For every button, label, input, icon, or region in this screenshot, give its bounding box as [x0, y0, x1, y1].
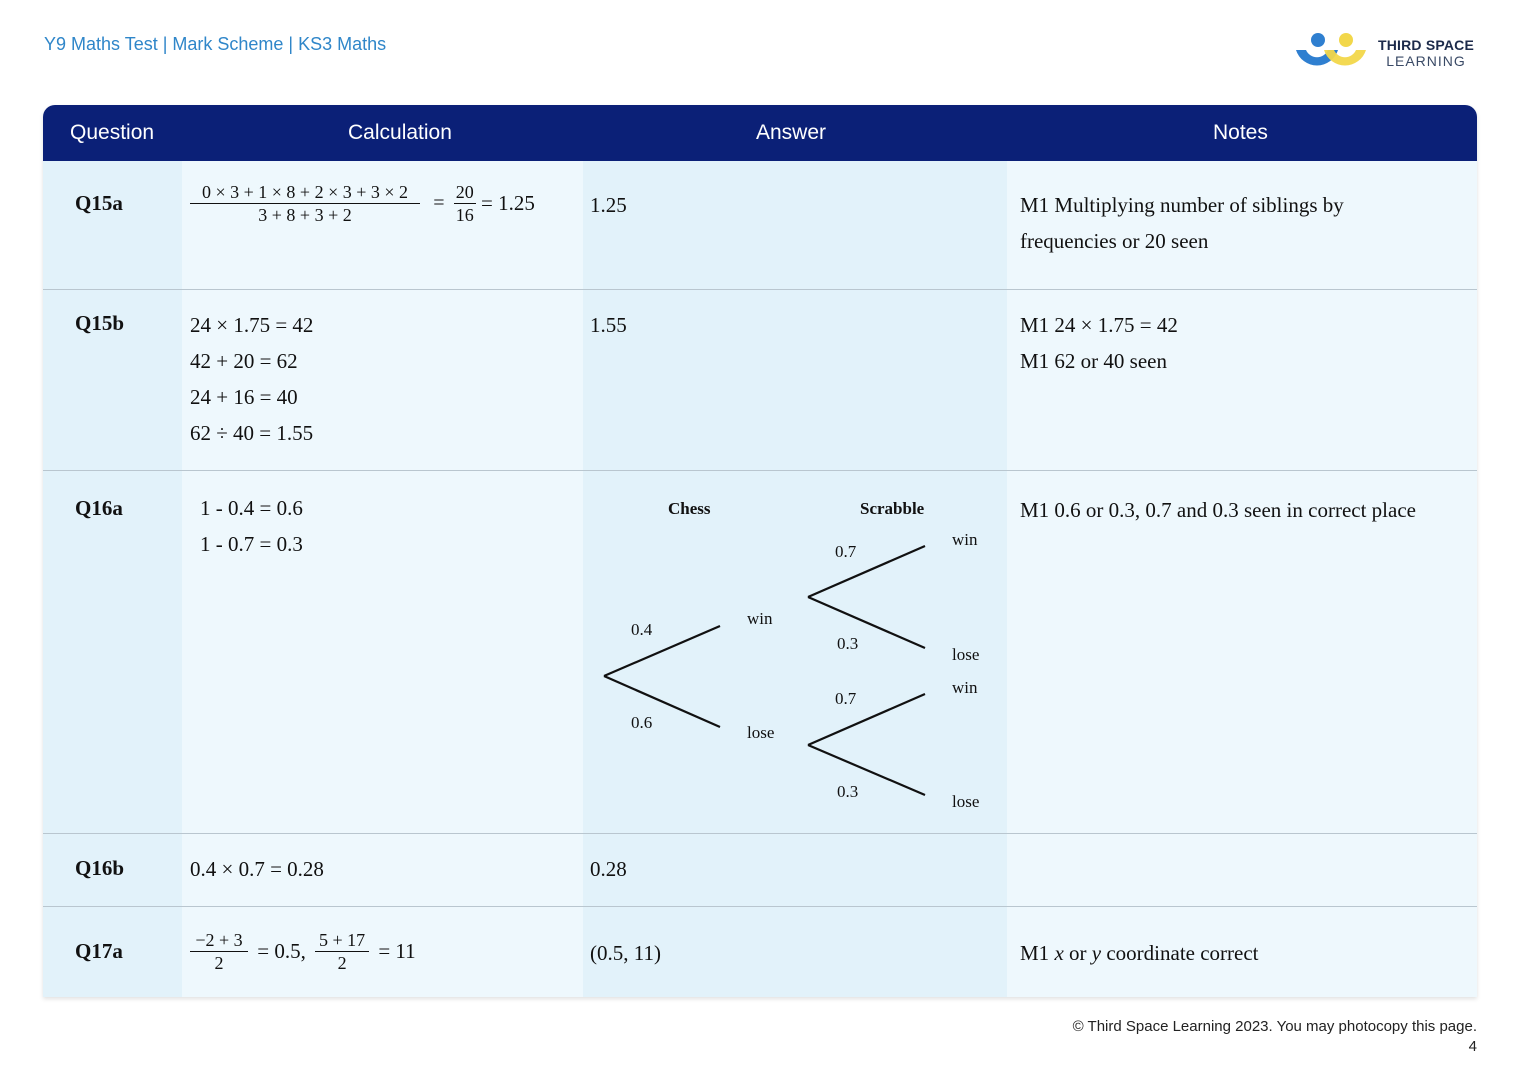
- tree-branch: [808, 694, 925, 745]
- calculation-q16b: 0.4 × 0.7 = 0.28: [190, 857, 324, 881]
- q17a-frac1-numerator: −2 + 3: [190, 929, 248, 952]
- q17a-frac2-denominator: 2: [337, 953, 347, 973]
- tree-outcome-lower-win: win: [952, 678, 978, 697]
- tree-prob-first-win: 0.4: [631, 620, 653, 639]
- page-number: 4: [1468, 1038, 1477, 1055]
- tree-prob-first-lose: 0.6: [631, 713, 653, 732]
- notes-q16a: M1 0.6 or 0.3, 0.7 and 0.3 seen in correct place: [1020, 498, 1416, 522]
- logo-mark-icon: [1294, 30, 1374, 76]
- notes-line: M1 24 × 1.75 = 42: [1020, 313, 1178, 337]
- tree-prob-lower-lose: 0.3: [837, 782, 859, 801]
- tree-heading-scrabble: Scrabble: [860, 499, 925, 518]
- document-title: Y9 Maths Test | Mark Scheme | KS3 Maths: [44, 34, 387, 54]
- question-label-q16a: Q16a: [75, 496, 123, 520]
- tree-outcome-lower-lose: lose: [952, 792, 980, 811]
- tree-outcome-upper-lose: lose: [952, 645, 980, 664]
- question-label-q15b: Q15b: [75, 311, 125, 335]
- question-label-q17a: Q17a: [75, 939, 123, 963]
- answer-q16b: 0.28: [590, 857, 627, 881]
- notes-q17a-y: y: [1091, 941, 1102, 965]
- question-label-q16b: Q16b: [75, 856, 125, 880]
- notes-q17a-or: or: [1069, 941, 1087, 965]
- q15a-equals: =: [433, 192, 445, 214]
- brand-logo: [1294, 30, 1484, 76]
- tree-branch: [604, 626, 720, 676]
- header-answer: Answer: [756, 121, 827, 144]
- tree-branch: [808, 745, 925, 795]
- notes-line: M1 62 or 40 seen: [1020, 349, 1167, 373]
- answer-q17a: (0.5, 11): [590, 941, 661, 965]
- notes-q15a-line2: frequencies or 20 seen: [1020, 229, 1209, 253]
- calc-line: 1 - 0.7 = 0.3: [200, 532, 303, 556]
- q17a-mid: = 0.5,: [257, 939, 306, 963]
- header-question: Question: [70, 121, 155, 144]
- calc-line: 24 × 1.75 = 42: [190, 313, 314, 337]
- calc-line: 24 + 16 = 40: [190, 385, 298, 409]
- tree-heading-chess: Chess: [668, 499, 711, 518]
- q15a-denominator2: 16: [455, 205, 474, 225]
- q15a-result: = 1.25: [481, 191, 535, 215]
- tree-prob-upper-lose: 0.3: [837, 634, 859, 653]
- tree-prob-lower-win: 0.7: [835, 689, 857, 708]
- header-notes: Notes: [1213, 121, 1268, 144]
- q17a-frac2-numerator: 5 + 17: [315, 929, 369, 952]
- calculation-q17a: [190, 929, 416, 974]
- header-calculation: Calculation: [348, 121, 452, 144]
- q17a-end: = 11: [378, 939, 416, 963]
- q15a-numerator2: 20: [455, 182, 474, 202]
- notes-q17a-suffix: coordinate correct: [1106, 941, 1259, 965]
- question-label-q15a: Q15a: [75, 191, 123, 215]
- tree-branch: [808, 597, 925, 648]
- answer-q15b: 1.55: [590, 313, 627, 337]
- tree-branch: [808, 546, 925, 597]
- q15a-denominator: 3 + 8 + 3 + 2: [258, 205, 352, 225]
- copyright-notice: © Third Space Learning 2023. You may photocopy this page.: [1072, 1018, 1477, 1035]
- q15a-numerator: 0 × 3 + 1 × 8 + 2 × 3 + 3 × 2: [190, 181, 420, 204]
- tree-outcome-first-win: win: [747, 609, 773, 628]
- page-footer: [1073, 1017, 1477, 1057]
- logo-text-line2: LEARNING: [1386, 53, 1466, 69]
- tree-branch: [604, 676, 720, 727]
- calc-line: 42 + 20 = 62: [190, 349, 298, 373]
- notes-q17a-x: x: [1054, 941, 1064, 965]
- notes-q17a-prefix: M1: [1020, 941, 1050, 965]
- tree-outcome-first-lose: lose: [747, 723, 775, 742]
- tree-prob-upper-win: 0.7: [835, 542, 857, 561]
- notes-q15a-line1: M1 Multiplying number of siblings by: [1020, 193, 1344, 217]
- q17a-frac1-denominator: 2: [214, 953, 224, 973]
- answer-q15a: 1.25: [590, 193, 627, 217]
- logo-text-line1: THIRD SPACE: [1377, 37, 1475, 53]
- mark-scheme-table: [43, 105, 1477, 997]
- notes-q17a: [1020, 935, 1259, 971]
- calc-line: 1 - 0.4 = 0.6: [200, 496, 303, 520]
- tree-outcome-upper-win: win: [952, 530, 978, 549]
- calc-line: 62 ÷ 40 = 1.55: [190, 421, 314, 445]
